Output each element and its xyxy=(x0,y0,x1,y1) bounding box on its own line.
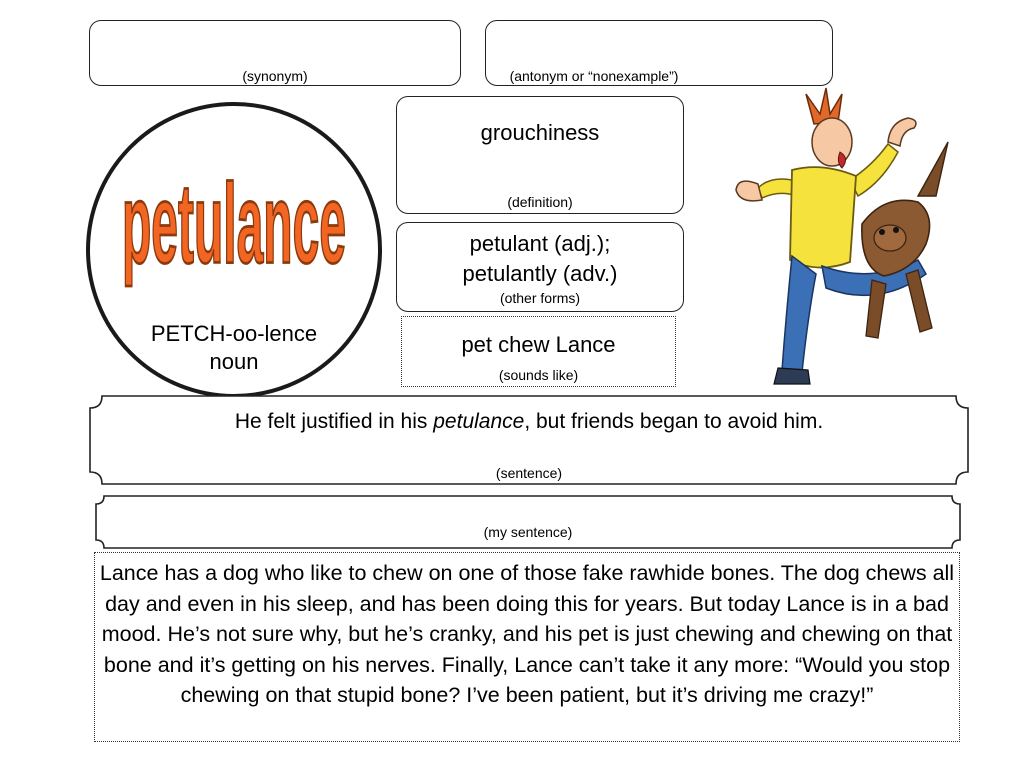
antonym-box xyxy=(485,20,833,86)
sounds-like-label: (sounds like) xyxy=(498,367,579,383)
sentence-emphasis: petulance xyxy=(433,410,525,433)
pronunciation-block xyxy=(90,320,378,376)
sentence-label: (sentence) xyxy=(495,465,563,481)
antonym-label: (antonym or “nonexample”) xyxy=(509,68,679,84)
other-forms-line2: petulantly (adv.) xyxy=(462,261,618,286)
synonym-label: (synonym) xyxy=(242,68,308,84)
other-forms-box xyxy=(396,222,684,312)
definition-box xyxy=(396,96,684,214)
story-paragraph: Lance has a dog who like to chew on one of those fake rawhide bones. The dog chews all day and even in his sleep, and has been doing this for years. But today Lance is in a bad mood. He’s not sure why, but he’s cranky, and his pet is just chewing and chewing on that bone and it’s getting on his nerves. Finally, Lance can’t take it any more: “Would you stop chewing on that stupid bone? I’ve been patient, but it’s driving me crazy!” xyxy=(94,552,960,742)
definition-text: grouchiness xyxy=(480,120,600,145)
sounds-like-box xyxy=(401,316,676,387)
definition-label: (definition) xyxy=(507,194,573,210)
my-sentence-box-border xyxy=(94,494,962,550)
vocabulary-word-circle xyxy=(86,102,382,398)
my-sentence-box xyxy=(94,494,962,550)
sentence-box xyxy=(88,394,970,486)
sentence-text: He felt justified in his petulance, but friends began to avoid him. xyxy=(234,410,824,433)
sounds-like-text: pet chew Lance xyxy=(461,332,616,357)
vocabulary-word: petulance xyxy=(121,162,347,288)
angry-man-and-dog-illustration xyxy=(722,84,954,396)
other-forms-label: (other forms) xyxy=(499,290,581,306)
other-forms-line1: petulant (adj.); xyxy=(469,231,611,256)
pronunciation: PETCH-oo-lence xyxy=(150,321,318,346)
my-sentence-label: (my sentence) xyxy=(483,524,573,540)
part-of-speech: noun xyxy=(209,349,259,374)
